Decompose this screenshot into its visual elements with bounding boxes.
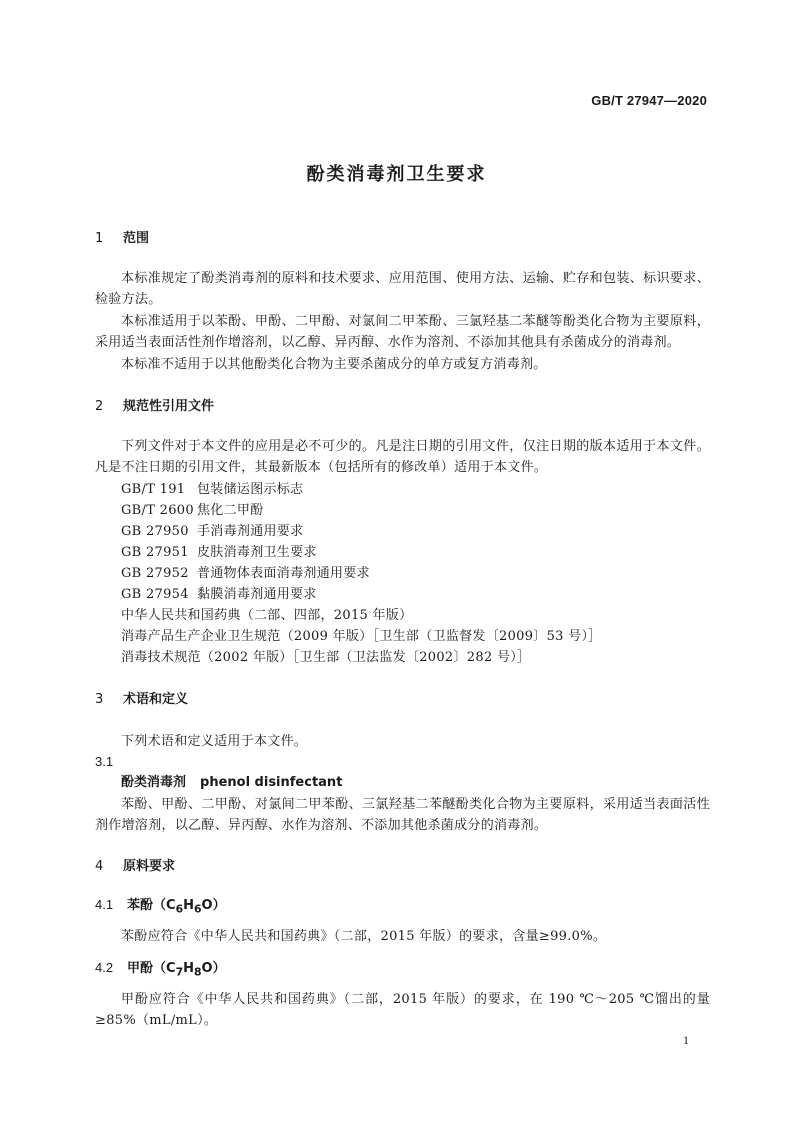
section-number: 2 — [95, 399, 104, 414]
term-english: phenol disinfectant — [200, 775, 343, 790]
section-title: 范围 — [123, 231, 150, 246]
formula-open: （C — [153, 898, 176, 913]
reference-code: GB 27951 — [121, 545, 189, 560]
subsection-number: 4.1 — [95, 897, 114, 912]
reference-code: GB/T 2600 — [121, 503, 194, 518]
reference-item: 消毒产品生产企业卫生规范（2009 年版）［卫生部（卫监督发〔2009〕53 号）］ — [121, 629, 602, 644]
term-chinese: 酚类消毒剂 — [121, 775, 187, 790]
subsection-heading-4-1 — [95, 895, 710, 920]
reference-code: GB 27950 — [121, 524, 189, 539]
section-number: 1 — [95, 231, 104, 246]
reference-name: 普通物体表面消毒剂通用要求 — [197, 566, 370, 581]
paragraph: 本标准规定了酚类消毒剂的原料和技术要求、应用范围、使用方法、运输、贮存和包装、标识要求、检验方法。 — [95, 271, 710, 307]
section-heading-4 — [95, 857, 710, 877]
reference-item: 消毒技术规范（2002 年版）［卫生部（卫法监发〔2002〕282 号）］ — [121, 650, 531, 665]
subsection-heading-4-2 — [95, 958, 710, 983]
formula-mid: H — [183, 898, 194, 913]
reference-name: 包装储运图示标志 — [197, 482, 304, 497]
formula-open: （C — [153, 961, 176, 976]
section-heading-3 — [95, 690, 710, 710]
formula-subscript: 6 — [194, 902, 202, 916]
reference-name: 皮肤消毒剂卫生要求 — [197, 545, 317, 560]
formula-close: O） — [201, 898, 226, 913]
paragraph: 本标准不适用于以其他酚类化合物为主要杀菌成分的单方或复方消毒剂。 — [121, 357, 547, 372]
paragraph: 本标准适用于以苯酚、甲酚、二甲酚、对氯间二甲苯酚、三氯羟基二苯醚等酚类化合物为主要原料，采用适当表面活性剂作增溶剂，以乙醇、异丙醇、水作为溶剂、不添加其他具有杀菌成分的消毒剂。 — [95, 314, 710, 350]
reference-code: GB/T 191 — [121, 482, 186, 497]
section-title: 术语和定义 — [123, 692, 189, 707]
term-number: 3.1 — [95, 754, 114, 769]
reference-item — [95, 584, 736, 605]
page-number: 1 — [683, 1033, 689, 1047]
paragraph: 下列术语和定义适用于本文件。 — [121, 734, 308, 749]
formula-close: O） — [201, 961, 226, 976]
standard-number: GB/T 27947—2020 — [591, 93, 707, 108]
reference-code: GB 27952 — [121, 566, 189, 581]
formula-mid: H — [183, 961, 194, 976]
formula-subscript: 8 — [194, 965, 202, 979]
section-title: 规范性引用文件 — [123, 399, 215, 414]
section-number: 3 — [95, 692, 104, 707]
reference-item — [95, 563, 736, 584]
reference-name: 黏膜消毒剂通用要求 — [197, 587, 317, 602]
subsection-number: 4.2 — [95, 960, 114, 975]
reference-name: 焦化二甲酚 — [197, 503, 264, 518]
page-title: 酚类消毒剂卫生要求 — [306, 164, 487, 185]
term-definition: 苯酚、甲酚、二甲酚、对氯间二甲苯酚、三氯羟基二苯醚酚类化合物为主要原料，采用适当表面活性剂作增溶剂，以乙醇、异丙醇、水作为溶剂、不添加其他杀菌成分的消毒剂。 — [95, 797, 710, 833]
subsection-name: 苯酚 — [127, 898, 154, 913]
section-heading-1 — [95, 229, 710, 249]
paragraph: 苯酚应符合《中华人民共和国药典》（二部，2015 年版）的要求，含量≥99.0%。 — [121, 929, 607, 944]
formula-subscript: 7 — [175, 965, 184, 979]
paragraph: 甲酚应符合《中华人民共和国药典》（二部，2015 年版）的要求，在 190 ℃～205 ℃馏出的量≥85%（mL/mL）。 — [95, 992, 710, 1028]
reference-item — [95, 521, 736, 542]
section-number: 4 — [95, 859, 104, 874]
reference-item — [95, 479, 736, 500]
formula-subscript: 6 — [175, 902, 184, 916]
subsection-name: 甲酚 — [127, 961, 154, 976]
section-title: 原料要求 — [123, 859, 176, 874]
reference-item: 中华人民共和国药典（二部、四部，2015 年版） — [121, 608, 413, 623]
reference-item — [95, 500, 736, 521]
paragraph: 下列文件对于本文件的应用是必不可少的。凡是注日期的引用文件，仅注日期的版本适用于本文件。凡是不注日期的引用文件，其最新版本（包括所有的修改单）适用于本文件。 — [95, 439, 710, 475]
term-entry — [95, 773, 736, 793]
section-heading-2 — [95, 397, 710, 417]
reference-code: GB 27954 — [121, 587, 189, 602]
reference-item — [95, 542, 736, 563]
reference-name: 手消毒剂通用要求 — [197, 524, 304, 539]
